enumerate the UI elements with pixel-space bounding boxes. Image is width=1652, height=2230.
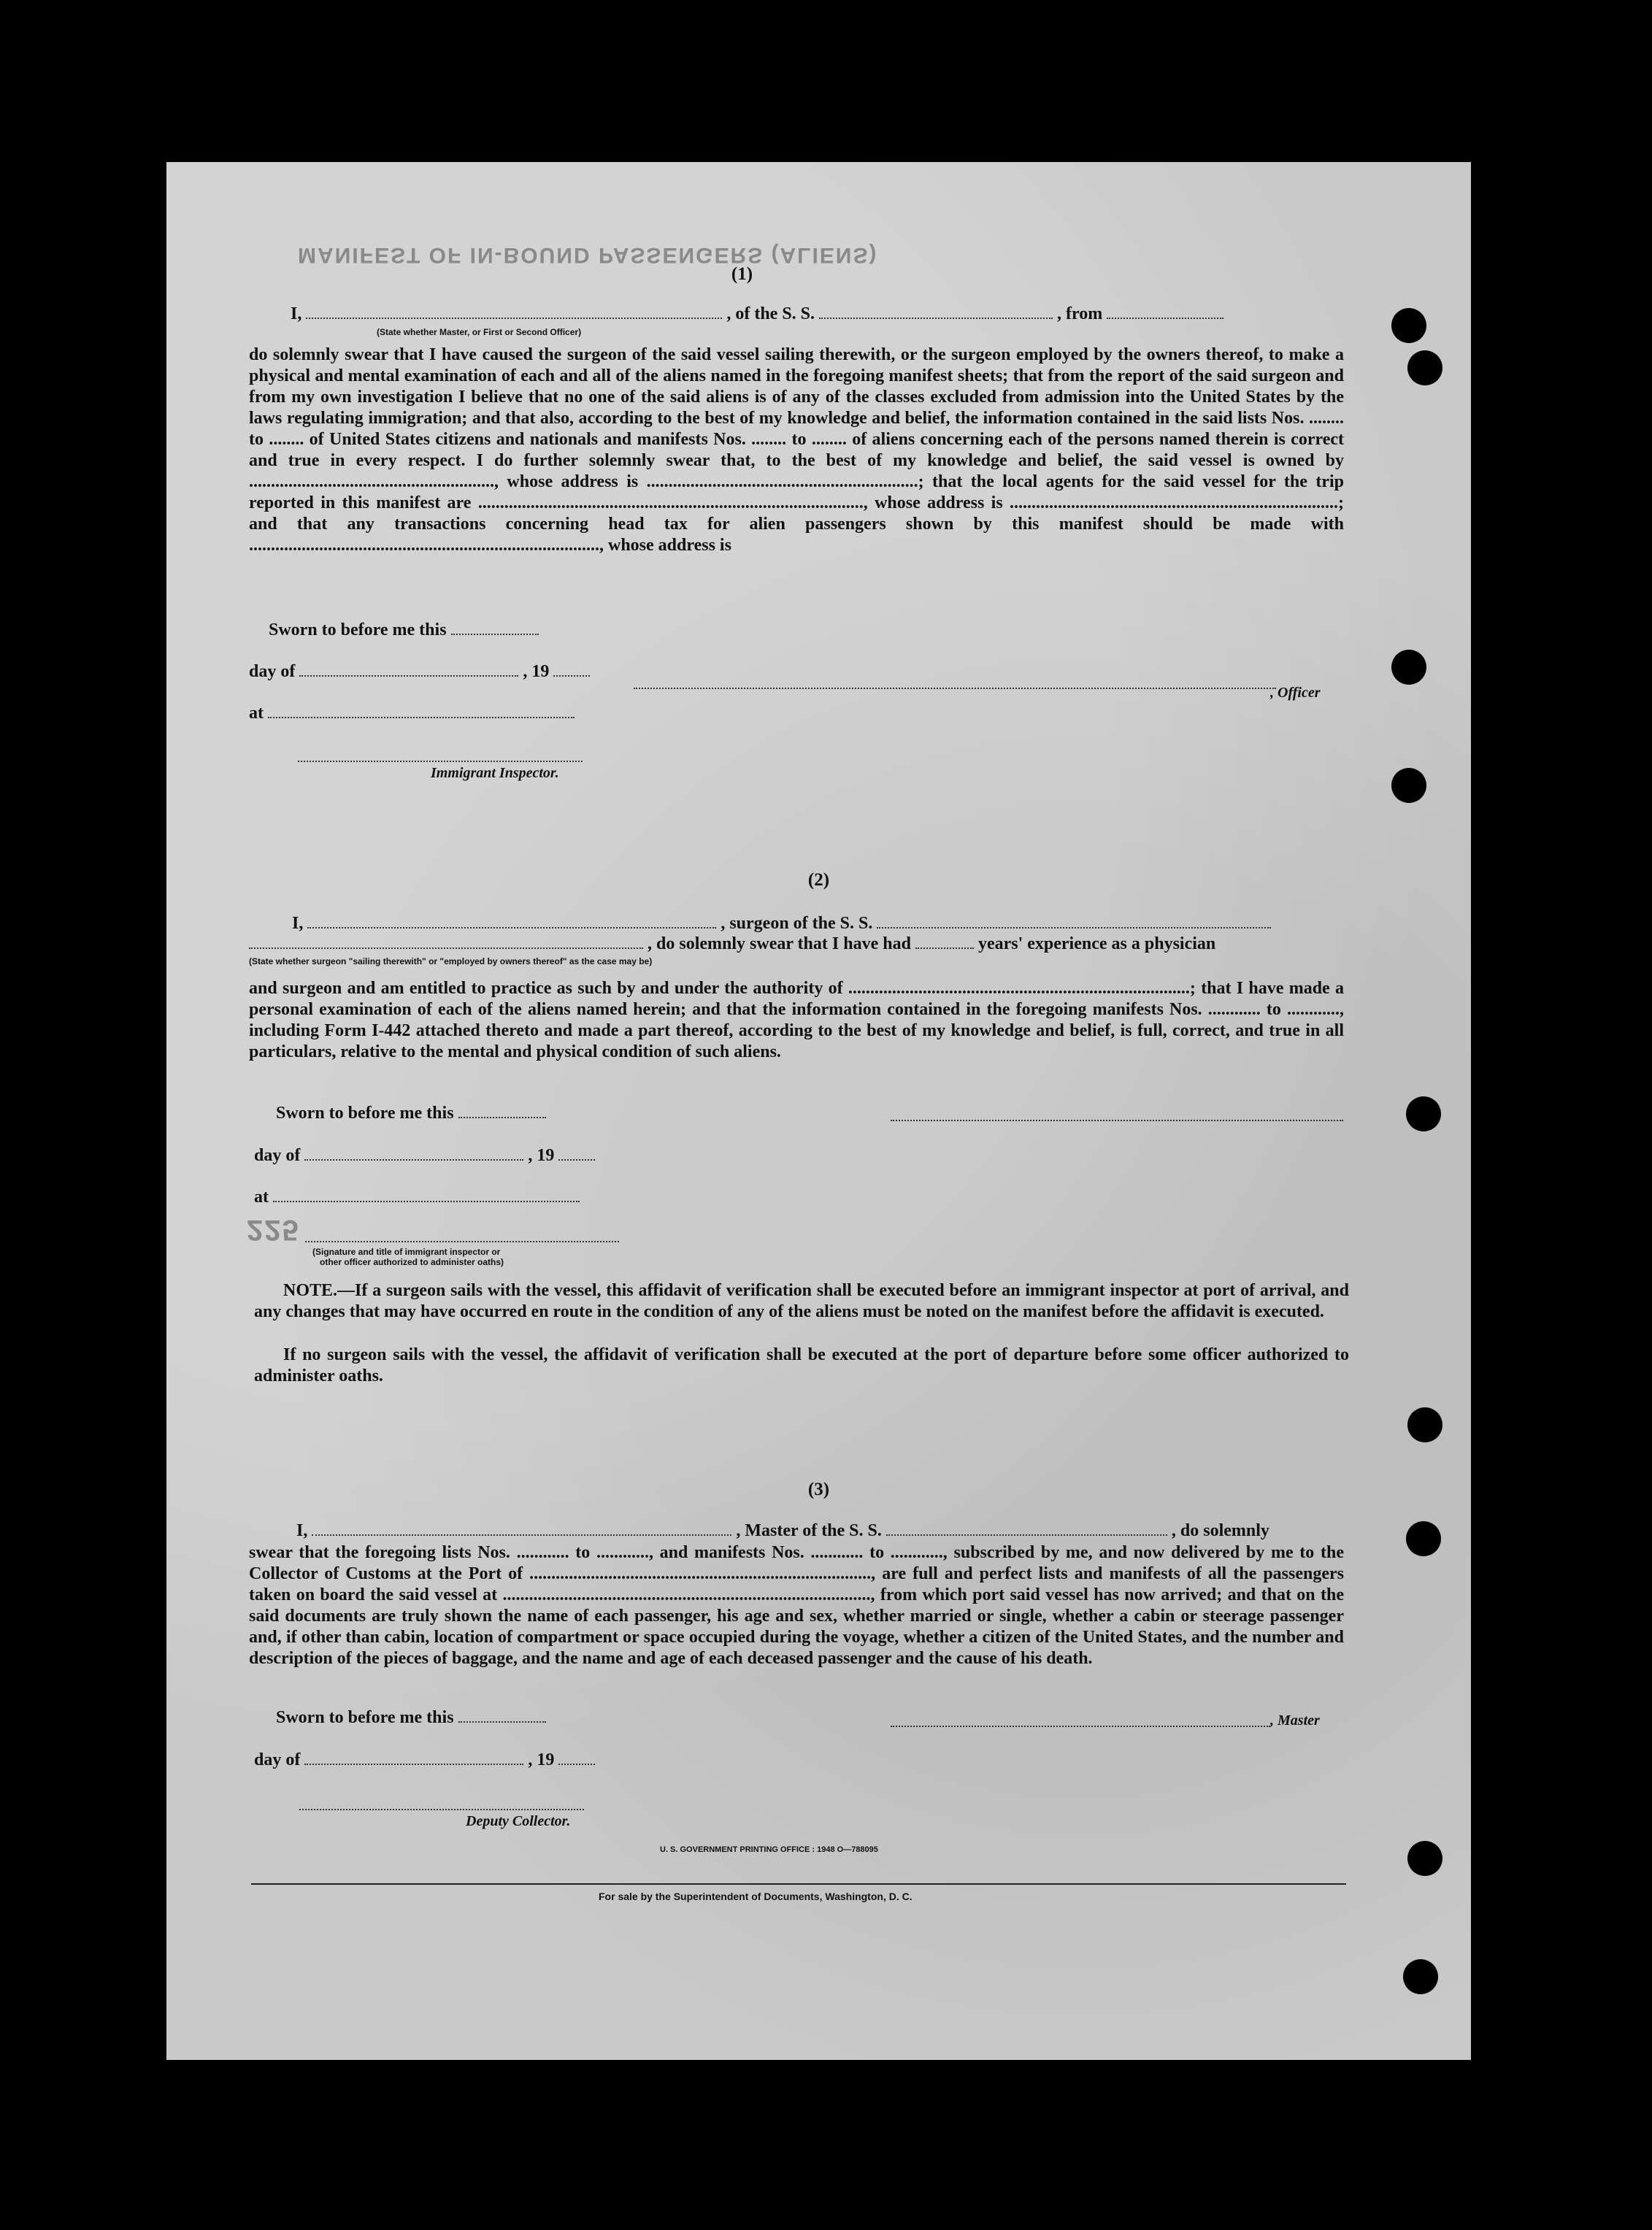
- s2-note-text-1: —If a surgeon sails with the vessel, this affidavit of verification shall be executed before an immigrant inspector at port of arrival, and any changes that may have occurred en route in the condition of any of the aliens must be noted on the manifest before the affidavit is executed.: [254, 1281, 1349, 1321]
- bleedthrough-title: MANIFEST OF IN-BOUND PASSENGERS (ALIENS): [298, 243, 878, 267]
- punch-hole: [1407, 350, 1442, 385]
- s3-year-label: , 19: [528, 1750, 555, 1769]
- s2-line-1: [292, 914, 1271, 934]
- s1-at: [249, 704, 575, 723]
- punch-hole: [1391, 768, 1426, 803]
- punch-hole: [1391, 308, 1426, 343]
- s2-ship-label: , surgeon of the S. S.: [721, 914, 873, 933]
- s3-master-line: [891, 1726, 1270, 1727]
- punch-hole: [1407, 1407, 1442, 1442]
- manifest-page: [166, 162, 1471, 2060]
- s3-i-label: I,: [296, 1521, 308, 1540]
- punch-hole: [1406, 1521, 1441, 1556]
- s2-day-label: day of: [254, 1146, 301, 1165]
- s1-year-label: , 19: [523, 662, 550, 681]
- s2-note-2: If no surgeon sails with the vessel, the affidavit of verification shall be executed at the port of departure before some officer authorized to administer oaths.: [254, 1345, 1349, 1385]
- gpo-imprint: U. S. GOVERNMENT PRINTING OFFICE : 1948 O—788095: [660, 1845, 878, 1854]
- s3-line-1: [296, 1521, 1269, 1541]
- s3-sworn-label: Sworn to before me this: [276, 1708, 454, 1727]
- s2-inspector-line: [305, 1241, 619, 1242]
- s2-sig-note-1: (Signature and title of immigrant inspector or: [312, 1247, 501, 1257]
- punch-hole: [1391, 650, 1426, 685]
- s3-collector-caption: Deputy Collector.: [466, 1813, 571, 1829]
- s1-day-label: day of: [249, 662, 296, 681]
- s1-inspector-line: [298, 761, 583, 762]
- s3-collector-line: [299, 1809, 584, 1810]
- s3-ship-label: , Master of the S. S.: [736, 1521, 882, 1540]
- s2-at: [254, 1188, 580, 1207]
- section-3-heading: (3): [807, 1480, 830, 1499]
- s1-inspector-caption: Immigrant Inspector.: [431, 765, 559, 781]
- punch-hole: [1406, 1096, 1441, 1131]
- s2-note-1: [254, 1280, 1349, 1323]
- s2-at-label: at: [254, 1188, 269, 1207]
- s2-i-label: I,: [292, 914, 304, 933]
- s3-day-label: day of: [254, 1750, 301, 1769]
- s1-sworn-label: Sworn to before me this: [269, 620, 447, 639]
- s2-oath-text: and surgeon and am entitled to practice as such by and under the authority of ..............................................................................; that I have made a personal examination of each of the aliens named herein; and that the information contained in the foregoing manifests Nos. ............ to ............, including Form I-442 attached thereto and made a part thereof, according to the best of my knowledge and belief, is full, correct, and true in all particulars, relative to the mental and physical condition of such aliens.: [249, 979, 1344, 1061]
- s2-year-label: , 19: [528, 1146, 555, 1165]
- s1-ship-label: , of the S. S.: [726, 304, 815, 323]
- s2-surgeon-line: [891, 1120, 1343, 1121]
- s1-line-1: [291, 304, 1223, 324]
- s2-physician-label: years' experience as a physician: [977, 934, 1216, 953]
- punch-hole: [1407, 1841, 1442, 1876]
- s2-years-label: , do solemnly swear that I have had: [648, 934, 911, 953]
- s1-day: [249, 662, 590, 682]
- s3-day: [254, 1750, 595, 1770]
- s2-surgeon-note: (State whether surgeon "sailing therewith" or "employed by owners thereof" as the case may be): [249, 956, 653, 966]
- s1-from-label: , from: [1057, 304, 1103, 323]
- section-2-heading: (2): [807, 870, 830, 890]
- s1-at-label: at: [249, 704, 264, 723]
- sale-notice: For sale by the Superintendent of Documents, Washington, D. C.: [599, 1891, 913, 1902]
- s3-sworn: [276, 1708, 546, 1728]
- s2-line-2: [249, 934, 1215, 954]
- s3-swear-label: , do solemnly: [1171, 1521, 1269, 1540]
- punch-hole: [1403, 1959, 1438, 1994]
- bleedthrough-stamp: 225: [247, 1214, 300, 1246]
- s1-sworn: [269, 620, 539, 640]
- s3-oath-text: swear that the foregoing lists Nos. ............ to ............, and manifests Nos. ............ to ............, subscribed by me, and now delivered by me to the Collector of Customs at the Port of .............................................................................., are full and perfect lists and manifests of all the passengers taken on board the said vessel at ...................................................................................., from which port said vessel has now arrived; and that on the said documents are truly shown the name of each passenger, his age and sex, whether married or single, whether a cabin or steerage passenger and, if other than cabin, location of compartment or space occupied during the voyage, whether a citizen of the United States, and the number and description of the pieces of baggage, and the name and age of each deceased passenger and the cause of his death.: [249, 1543, 1344, 1668]
- s1-officer-caption: , Officer: [1270, 685, 1321, 701]
- section-1-heading: (1): [731, 264, 753, 284]
- s1-oath-text: do solemnly swear that I have caused the surgeon of the said vessel sailing therewith, or the surgeon employed by the owners thereof, to make a physical and mental examination of each and all of the aliens named in the foregoing manifest sheets; that from the report of the said surgeon and from my own investigation I believe that no one of the said aliens is of any of the classes excluded from admission into the United States by the laws regulating immigration; and that also, according to the best of my knowledge and belief, the information contained in the said lists Nos. ........ to ........ of United States citizens and nationals and manifests Nos. ........ to ........ of aliens concerning each of the persons named therein is correct and true in every respect. I do further solemnly swear that, to the best of my knowledge and belief, the said vessel is owned by ........................................................, whose address is ..............................................................; that the local agents for the said vessel for the trip reported in this manifest are ........................................................................................, whose address is ...........................................................................; and that any transactions concerning head tax for alien passengers shown by this manifest should be made with ................................................................................, whose address is: [249, 345, 1344, 555]
- s2-sworn-label: Sworn to before me this: [276, 1104, 454, 1123]
- s2-day: [254, 1146, 595, 1166]
- s3-master-caption: , Master: [1270, 1712, 1320, 1729]
- s2-sworn: [276, 1104, 546, 1123]
- s1-officer-line: [634, 688, 1276, 689]
- s1-i-label: I,: [291, 304, 302, 323]
- s1-officer-note: (State whether Master, or First or Second Officer): [377, 327, 582, 337]
- footer-rule: [251, 1883, 1346, 1885]
- s2-note-label: NOTE.: [283, 1281, 338, 1300]
- s2-sig-note-2: other officer authorized to administer oaths): [320, 1257, 504, 1267]
